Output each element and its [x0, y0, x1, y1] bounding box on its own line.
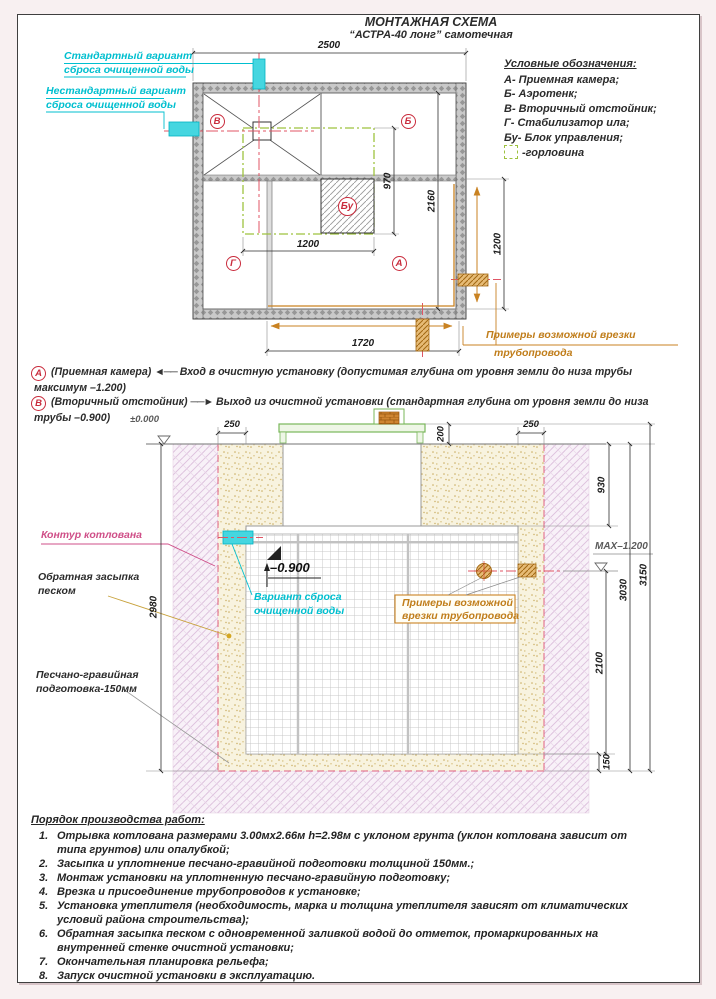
work-item: 8. Запуск очистной установки в эксплуатацию. [39, 970, 316, 982]
legend-heading: Условные обозначения: [504, 58, 637, 70]
native-soil-bottom [173, 771, 589, 813]
work-item: 6. Обратная засыпка песком с одновременной заливкой водой до отметок, промаркированных на внутренней стенке очистной установки; [39, 928, 599, 954]
gorlovina-swatch-icon [504, 145, 518, 159]
dim-2980: 2980 [148, 595, 160, 619]
chamber-mark-v: В [210, 114, 225, 129]
label-discharge-nonstandard: Нестандартный вариант [46, 85, 187, 97]
tank-neck [283, 432, 421, 526]
label-prep: Песчано-гравийная [36, 669, 139, 681]
dim-2160: 2160 [426, 189, 438, 213]
dim-200: 200 [435, 426, 447, 442]
native-soil-left [173, 444, 218, 771]
chamber-mark-g: Г [226, 256, 241, 271]
legend-item: Г- Стабилизатор ила; [504, 117, 630, 129]
dim-250-right: 250 [523, 419, 539, 430]
pipe-stub-right [458, 274, 488, 286]
plan-pipe-note-2: трубопровода [494, 347, 573, 359]
dim-2500: 2500 [317, 40, 341, 51]
label-discharge-standard: Стандартный вариант [64, 50, 193, 62]
legend-item: Бу- Блок управления; [504, 131, 624, 144]
inlet-pipe-stub-top [253, 59, 265, 89]
zero-level-mark [158, 436, 170, 444]
legend [504, 57, 657, 161]
note-b-cont: трубы –0.900) [34, 412, 111, 424]
legend-item: Б- Аэротенк; [504, 88, 578, 100]
note-a: (Приемная камера) ◄── Вход в очистную установку (допустимая глубина от уровня земли до низа трубы [51, 366, 633, 378]
outlet-pipe-stub-left [169, 122, 199, 136]
section-pipe-note-2: врезки трубопровода [402, 610, 520, 622]
internal-wall-lower [267, 181, 272, 309]
dim-970: 970 [382, 172, 394, 190]
work-item: 4. Врезка и присоединение трубопроводов к установке; [39, 886, 361, 898]
native-soil-right [544, 444, 589, 771]
plan-pipe-note: Примеры возможной врезки [486, 329, 636, 341]
arrow-out-icon: ──► [190, 396, 213, 408]
dim-1200-right: 1200 [492, 232, 504, 256]
dim-150: 150 [601, 754, 613, 770]
chamber-mark-bu: Бу [338, 197, 357, 216]
level-outlet: –0.900 [270, 560, 310, 575]
legend-item: В- Вторичный отстойник; [504, 102, 657, 115]
work-item: 5. Установка утеплителя (необходимость, марка и толщина утеплителя зависят от климатических условий района строительства); [39, 900, 629, 926]
label-backfill: Обратная засыпка [38, 571, 140, 583]
note-a-mark: А [31, 366, 46, 381]
level-zero: ±0.000 [130, 414, 159, 425]
dim-1720: 1720 [351, 338, 375, 349]
sheet-frame [17, 14, 700, 983]
vent-brick [379, 412, 399, 424]
work-item: 3. Монтаж установки на уплотненную песчано-гравийную подготовку; [39, 872, 451, 884]
arrow-in-icon: ◄── [154, 366, 177, 378]
chamber-mark-b: Б [401, 114, 416, 129]
label-backfill-2: песком [38, 585, 76, 597]
level-max: MAX–1.200 [595, 541, 648, 552]
label-pit-contour: Контур котлована [41, 529, 143, 541]
legend-item: А- Приемная камера; [504, 73, 620, 86]
legend-item-gorlovina: -горловина [504, 145, 657, 161]
label-discharge-standard-2: сброса очищенной воды [64, 64, 194, 76]
sand-gravel-prep [218, 754, 544, 771]
drawing-title: МОНТАЖНАЯ СХЕМА [364, 15, 498, 29]
label-discharge-nonstandard-2: сброса очищенной воды [46, 99, 176, 111]
chamber-mark-a: А [392, 256, 407, 271]
dim-930: 930 [596, 476, 608, 494]
work-item: 1. Отрывка котлована размерами 3.00мх2.66м h=2.98м с уклоном грунта (уклон котлована зависит от типа грунтов) или опалубкой; [39, 830, 628, 856]
note-b: (Вторичный отстойник) ──► Выход из очистной установки (стандартная глубина от уровня земли до низа [51, 396, 649, 408]
note-b-mark: В [31, 396, 46, 411]
dim-3150: 3150 [638, 563, 650, 587]
dim-3030: 3030 [618, 578, 630, 602]
pipe-stub-bottom [416, 319, 429, 351]
work-item: 7. Окончательная планировка рельефа; [39, 956, 269, 968]
section-view [41, 409, 655, 813]
work-procedure-heading: Порядок производства работ: [31, 814, 205, 826]
dim-1200-neck: 1200 [296, 239, 320, 250]
label-discharge-option-2: очищенной воды [254, 605, 345, 617]
drawing-subtitle: “АСТРА-40 лонг” самотечная [349, 29, 513, 41]
note-a-cont: максимум –1.200) [34, 382, 126, 394]
dim-2100: 2100 [594, 651, 606, 675]
work-item: 2. Засыпка и уплотнение песчано-гравийной подготовки толщиной 150мм.; [39, 858, 475, 870]
dim-250-left: 250 [224, 419, 240, 430]
work-procedure [31, 813, 691, 983]
label-prep-2: подготовка-150мм [36, 683, 137, 695]
section-pipe-note: Примеры возможной [402, 597, 513, 609]
label-discharge-option: Вариант сброса [254, 591, 342, 603]
